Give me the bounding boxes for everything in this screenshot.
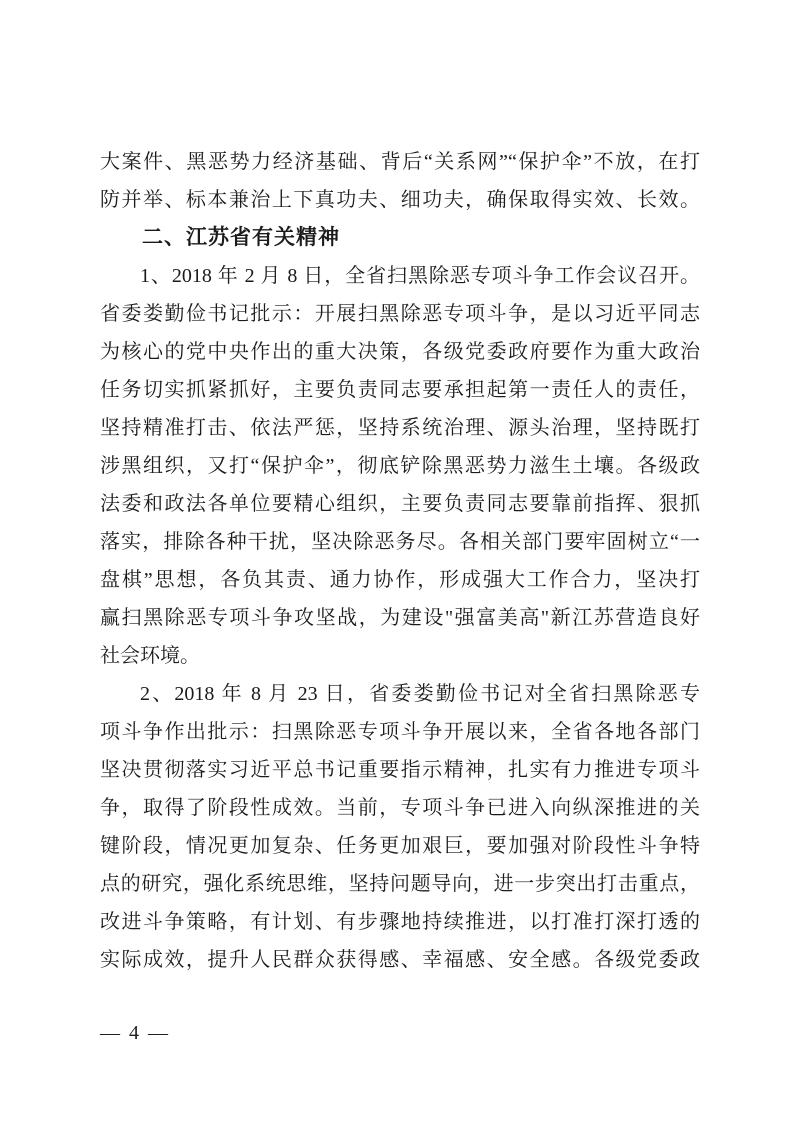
text-line: 实际成效，提升人民群众获得感、幸福感、安全感。各级党委政 [100, 949, 700, 971]
text-line: 涉黑组织，又打“保护伞”，彻底铲除黑恶势力滋生土壤。各级政 [100, 455, 700, 477]
text-line: 为核心的党中央作出的重大决策，各级党委政府要作为重大政治 [100, 341, 700, 363]
text-line: 赢扫黑除恶专项斗争攻坚战，为建设"强富美高"新江苏营造良好 [100, 607, 700, 629]
document-body [100, 143, 700, 979]
page-number [100, 1014, 170, 1052]
text-line: 点的研究，强化系统思维，坚持问题导向，进一步突出打击重点， [100, 873, 700, 895]
text-line: 任务切实抓紧抓好，主要负责同志要承担起第一责任人的责任， [100, 379, 700, 401]
text-line: 二、江苏省有关精神 [142, 226, 340, 249]
text-line: 1、2018 年 2 月 8 日，全省扫黑除恶专项斗争工作会议召开。 [140, 265, 700, 287]
text-line: 社会环境。 [100, 645, 200, 667]
text-line: 坚持精准打击、依法严惩，坚持系统治理、源头治理，坚持既打 [100, 417, 700, 439]
text-line: 省委娄勤俭书记批示：开展扫黑除恶专项斗争，是以习近平同志 [100, 303, 700, 325]
text-line: 盘棋”思想，各负其责、通力协作，形成强大工作合力，坚决打 [100, 569, 700, 591]
text-line: 争，取得了阶段性成效。当前，专项斗争已进入向纵深推进的关 [100, 797, 700, 819]
section-heading [100, 219, 700, 257]
text-line: 键阶段，情况更加复杂、任务更加艰巨，要加强对阶段性斗争特 [100, 835, 700, 857]
text-line: 改进斗争策略，有计划、有步骤地持续推进，以打准打深打透的 [100, 911, 700, 933]
paragraph [100, 143, 700, 219]
text-line: 法委和政法各单位要精心组织，主要负责同志要靠前指挥、狠抓 [100, 493, 700, 515]
paragraph [100, 675, 700, 979]
text-line: 大案件、黑恶势力经济基础、背后“关系网”“保护伞”不放，在打 [100, 151, 700, 173]
text-line: 2、2018 年 8 月 23 日，省委娄勤俭书记对全省扫黑除恶专 [140, 683, 700, 705]
text-line: 落实，排除各种干扰，坚决除恶务尽。各相关部门要牢固树立“一 [100, 531, 700, 553]
text-line: 坚决贯彻落实习近平总书记重要指示精神，扎实有力推进专项斗 [100, 759, 700, 781]
text-line: 防并举、标本兼治上下真功夫、细功夫，确保取得实效、长效。 [100, 189, 700, 211]
paragraph [100, 257, 700, 675]
page-number-label: — 4 — [100, 1022, 170, 1044]
text-line: 项斗争作出批示：扫黑除恶专项斗争开展以来，全省各地各部门 [100, 721, 700, 743]
